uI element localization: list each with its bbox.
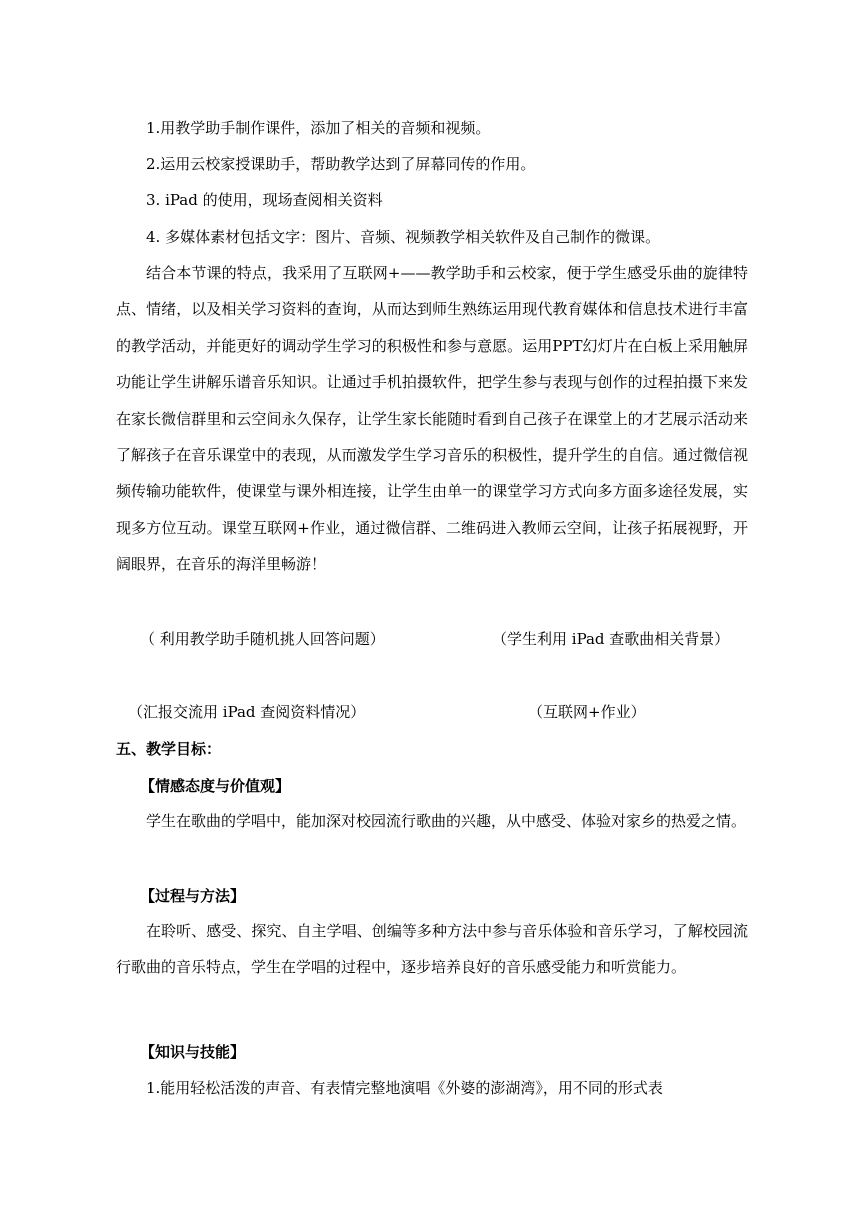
intro-paragraph: 结合本节课的特点，我采用了互联网+——教学助手和云校家，便于学生感受乐曲的旋律特点、情绪，以及相关学习资料的查询，从而达到师生熟练运用现代教育媒体和信息技术进行丰富的教学活动，并能更好的调动学生学习的积极性和参与意愿。运用PPT幻灯片在白板上采用触屏功能让学生讲解乐谱音乐知识。让通过手机拍摄软件，把学生参与表现与创作的过程拍摄下来发在家长微信群里和云空间永久保存，让学生家长能随时看到自己孩子在课堂上的才艺展示活动来了解孩子在音乐课堂中的表现，从而激发学生学习音乐的积极性，提升学生的自信。通过微信视频传输功能软件，使课堂与课外相连接，让学生由单一的课堂学习方式向多方面多途径发展，实现多方位互动。课堂互联网+作业，通过微信群、二维码进入教师云空间，让孩子拓展视野，开阔眼界，在音乐的海洋里畅游！ [116, 264, 748, 574]
tools-list-item-2: 2.运用云校家授课助手，帮助教学达到了屏幕同传的作用。 [146, 155, 536, 173]
caption-row2-left: （汇报交流用 iPad 查阅资料情况） [128, 703, 366, 721]
goal-text-process: 在聆听、感受、探究、自主学唱、创编等多种方法中参与音乐体验和音乐学习，了解校园流行歌曲的音乐特点，学生在学唱的过程中，逐步培养良好的音乐感受能力和听赏能力。 [116, 922, 748, 977]
tools-list-item-3: 3. iPad 的使用，现场查阅相关资料 [146, 191, 383, 209]
goal-heading-emotion: 【情感态度与价值观】 [140, 777, 291, 795]
goal-text-emotion: 学生在歌曲的学唱中，能加深对校园流行歌曲的兴趣，从中感受、体验对家乡的热爱之情。 [146, 812, 747, 830]
caption-row1-left: （ 利用教学助手随机挑人回答问题） [140, 630, 385, 648]
section-title: 五、教学目标： [116, 740, 222, 758]
caption-row2-right: （互联网+作业） [528, 703, 646, 721]
tools-list-item-1: 1.用教学助手制作课件，添加了相关的音频和视频。 [146, 119, 491, 137]
goal-heading-knowledge: 【知识与技能】 [140, 1043, 246, 1061]
goal-knowledge-item-1: 1.能用轻松活泼的声音、有表情完整地演唱《外婆的澎湖湾》，用不同的形式表 [146, 1079, 663, 1097]
caption-row1-right: （学生利用 iPad 查歌曲相关背景） [492, 630, 730, 648]
tools-list-item-4: 4. 多媒体素材包括文字：图片、音频、视频教学相关软件及自己制作的微课。 [146, 228, 661, 246]
goal-heading-process: 【过程与方法】 [140, 887, 246, 905]
